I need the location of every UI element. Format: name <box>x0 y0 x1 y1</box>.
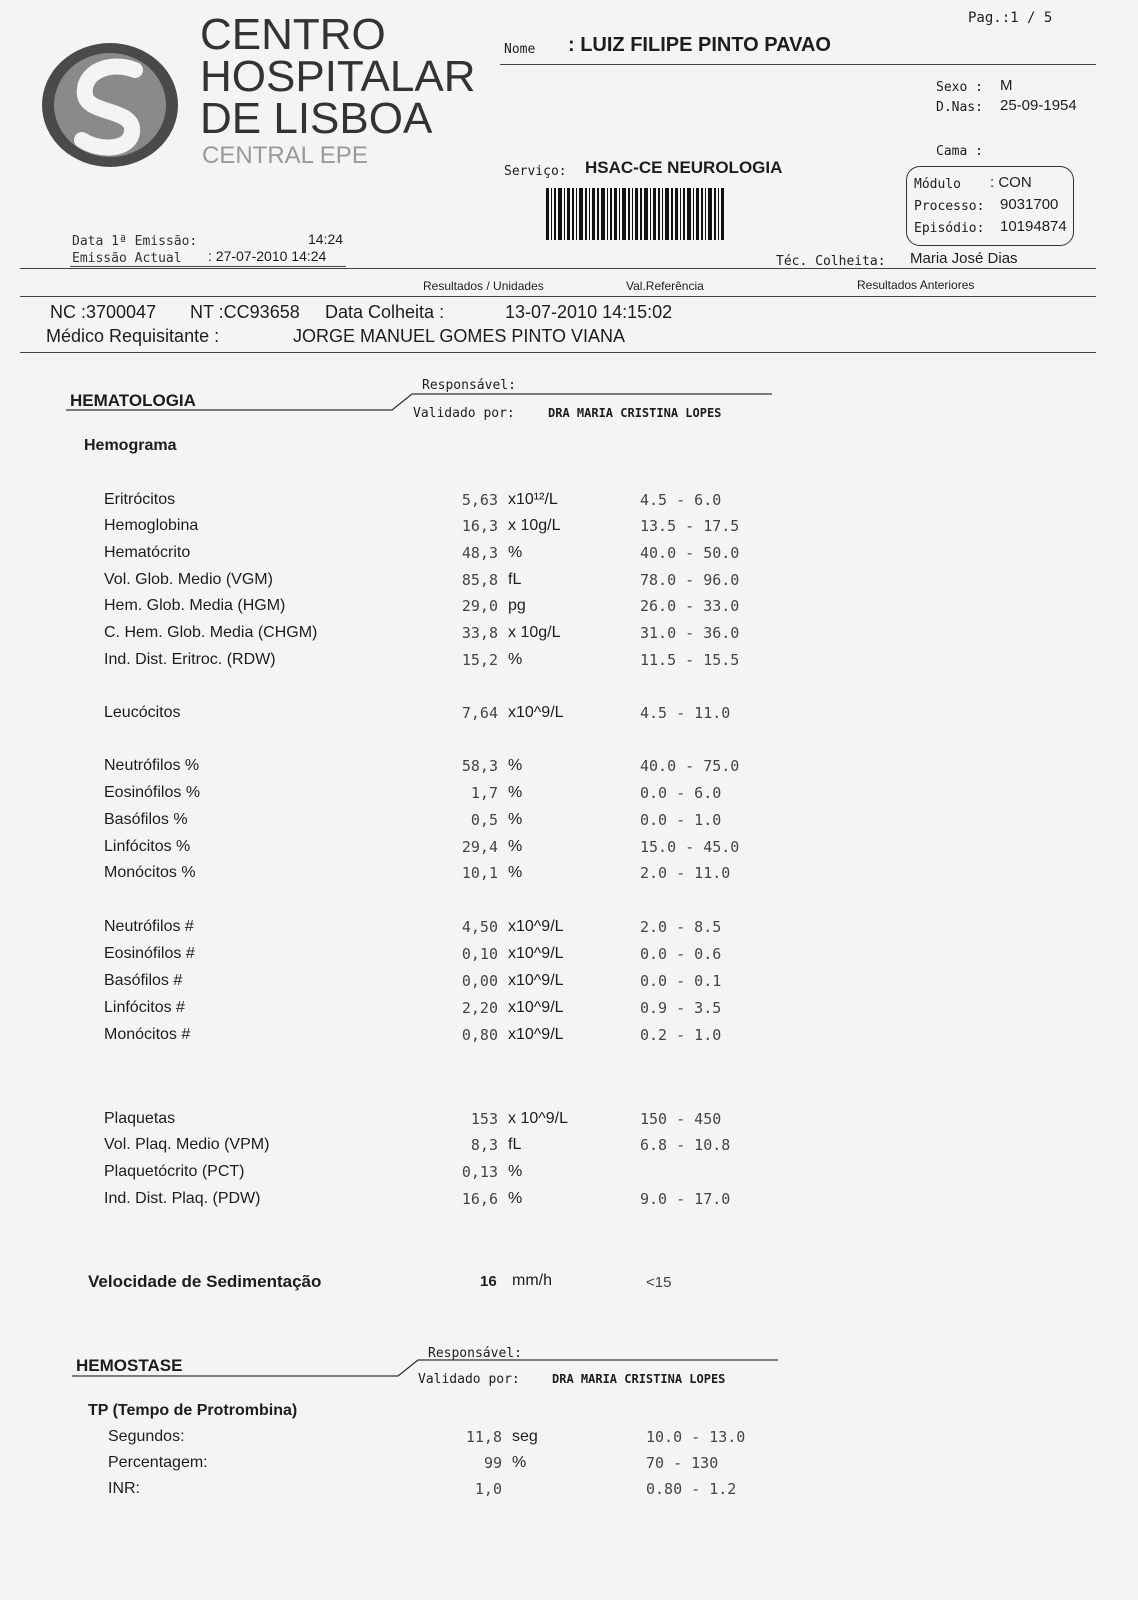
test-unit: x10^9/L <box>508 945 564 962</box>
test-unit: % <box>512 1454 527 1471</box>
test-unit: % <box>508 1163 523 1180</box>
test-name: Ind. Dist. Eritroc. (RDW) <box>104 651 276 668</box>
nt-number: NT :CC93658 <box>190 302 300 322</box>
result-row <box>0 945 1138 971</box>
hospital-name-line2: HOSPITALAR <box>200 52 476 101</box>
test-reference: 2.0 - 8.5 <box>640 918 722 936</box>
test-name: Eosinófilos # <box>104 945 195 962</box>
name-label: Nome <box>504 42 536 57</box>
test-name: Plaquetas <box>104 1110 176 1127</box>
test-value: 16,6 <box>461 1190 498 1208</box>
test-value: 10,1 <box>461 864 498 882</box>
test-reference: 6.8 - 10.8 <box>640 1136 731 1154</box>
column-header-results: Resultados / Unidades <box>423 279 544 293</box>
test-name: Segundos: <box>108 1428 185 1445</box>
test-name: Monócitos % <box>104 864 196 881</box>
test-name: Eosinófilos % <box>104 784 201 801</box>
vs-unit: mm/h <box>512 1272 552 1289</box>
test-unit: x 10g/L <box>508 517 561 534</box>
result-row <box>0 1026 1138 1052</box>
test-reference: 0.9 - 3.5 <box>640 999 722 1017</box>
test-unit: x10^9/L <box>508 972 564 989</box>
test-unit: x10^9/L <box>508 918 564 935</box>
processo-value: 9031700 <box>1000 196 1059 213</box>
validado-doctor: DRA MARIA CRISTINA LOPES <box>552 1372 726 1386</box>
test-reference: 0.0 - 1.0 <box>640 811 722 829</box>
modulo-value: : CON <box>990 174 1032 191</box>
result-row <box>0 1110 1138 1136</box>
test-value: 15,2 <box>461 651 498 669</box>
data-colheita-label: Data Colheita : <box>325 302 445 322</box>
test-unit: % <box>508 757 523 774</box>
test-value: 7,64 <box>461 704 498 722</box>
test-name: Eritrócitos <box>104 491 176 508</box>
test-name: Leucócitos <box>104 704 181 721</box>
result-row <box>0 1190 1138 1216</box>
test-unit: fL <box>508 1136 522 1153</box>
test-name: Basófilos % <box>104 811 188 828</box>
test-name: Neutrófilos % <box>104 757 200 774</box>
test-name: Ind. Dist. Plaq. (PDW) <box>104 1190 261 1207</box>
servico-value: HSAC-CE NEUROLOGIA <box>585 158 783 177</box>
episodio-label: Episódio: <box>914 221 985 236</box>
test-name: C. Hem. Glob. Media (CHGM) <box>104 624 318 641</box>
test-name: Hem. Glob. Media (HGM) <box>104 597 286 614</box>
result-row <box>0 757 1138 783</box>
result-row <box>0 1136 1138 1162</box>
result-row <box>0 651 1138 677</box>
test-reference: 40.0 - 50.0 <box>640 544 740 562</box>
test-reference: 40.0 - 75.0 <box>640 757 740 775</box>
dnas-value: 25-09-1954 <box>1000 97 1077 114</box>
tec-colheita-value: Maria José Dias <box>910 250 1018 267</box>
test-name: Hematócrito <box>104 544 191 561</box>
test-reference: 150 - 450 <box>640 1110 722 1128</box>
result-row <box>0 624 1138 650</box>
test-unit: x 10^9/L <box>508 1110 568 1127</box>
result-row <box>0 1480 1138 1506</box>
test-reference: 11.5 - 15.5 <box>640 651 740 669</box>
vs-reference: <15 <box>646 1274 672 1291</box>
result-row <box>0 1428 1138 1454</box>
responsavel-label: Responsável: <box>422 378 516 393</box>
vs-label: Velocidade de Sedimentação <box>88 1272 322 1291</box>
sexo-label: Sexo : <box>936 80 983 95</box>
sexo-value: M <box>1000 77 1013 94</box>
result-row <box>0 838 1138 864</box>
test-name: Linfócitos % <box>104 838 191 855</box>
test-unit: x10^9/L <box>508 704 564 721</box>
result-row <box>0 597 1138 623</box>
test-reference: 0.80 - 1.2 <box>646 1480 737 1498</box>
test-unit: x10¹²/L <box>508 491 558 508</box>
test-value: 5,63 <box>461 491 498 509</box>
test-reference: 13.5 - 17.5 <box>640 517 740 535</box>
test-name: Monócitos # <box>104 1026 191 1043</box>
test-name: Vol. Glob. Medio (VGM) <box>104 571 273 588</box>
test-name: Plaquetócrito (PCT) <box>104 1163 245 1180</box>
test-unit: % <box>508 784 523 801</box>
tec-colheita-label: Téc. Colheita: <box>776 254 886 269</box>
test-name: Basófilos # <box>104 972 183 989</box>
test-value: 2,20 <box>461 999 498 1017</box>
hospital-name-line4: CENTRAL EPE <box>202 142 368 169</box>
column-header-previous: Resultados Anteriores <box>857 278 975 292</box>
test-name: Percentagem: <box>108 1454 208 1471</box>
result-row <box>0 972 1138 998</box>
result-row <box>0 1163 1138 1189</box>
result-row <box>0 1454 1138 1480</box>
result-row <box>0 999 1138 1025</box>
test-reference: 2.0 - 11.0 <box>640 864 731 882</box>
subsection-tp: TP (Tempo de Protrombina) <box>88 1402 298 1419</box>
responsavel-label: Responsável: <box>428 1346 522 1361</box>
test-value: 8,3 <box>470 1136 498 1154</box>
data-emissao-time: 14:24 <box>308 231 344 247</box>
modulo-label: Módulo <box>914 177 961 192</box>
test-value: 99 <box>483 1454 502 1472</box>
test-unit: fL <box>508 571 522 588</box>
test-unit: x 10g/L <box>508 624 561 641</box>
test-value: 4,50 <box>461 918 498 936</box>
validado-doctor: DRA MARIA CRISTINA LOPES <box>548 406 722 420</box>
test-reference: 4.5 - 6.0 <box>640 491 722 509</box>
test-value: 0,5 <box>470 811 498 829</box>
episodio-value: 10194874 <box>1000 218 1067 235</box>
section-title-hematologia: HEMATOLOGIA <box>70 391 196 410</box>
test-name: Linfócitos # <box>104 999 185 1016</box>
test-value: 0,10 <box>461 945 498 963</box>
test-value: 16,3 <box>461 517 498 535</box>
test-value: 0,80 <box>461 1026 498 1044</box>
test-unit: x10^9/L <box>508 1026 564 1043</box>
result-row <box>0 811 1138 837</box>
column-header-reference: Val.Referência <box>626 279 704 293</box>
result-row <box>0 918 1138 944</box>
test-reference: 4.5 - 11.0 <box>640 704 731 722</box>
result-row <box>0 491 1138 517</box>
test-unit: pg <box>508 597 526 614</box>
medico-label: Médico Requisitante : <box>46 326 220 346</box>
test-unit: % <box>508 864 523 881</box>
test-unit: % <box>508 651 523 668</box>
result-row <box>0 864 1138 890</box>
test-unit: % <box>508 811 523 828</box>
test-unit: % <box>508 544 523 561</box>
test-value: 85,8 <box>461 571 498 589</box>
test-reference: 26.0 - 33.0 <box>640 597 740 615</box>
test-reference: 78.0 - 96.0 <box>640 571 740 589</box>
test-reference: 0.0 - 6.0 <box>640 784 722 802</box>
test-name: Hemoglobina <box>104 517 199 534</box>
test-value: 58,3 <box>461 757 498 775</box>
test-reference: 70 - 130 <box>646 1454 719 1472</box>
test-value: 153 <box>470 1110 498 1128</box>
test-value: 1,0 <box>474 1480 502 1498</box>
section-title-hemostase: HEMOSTASE <box>76 1356 183 1375</box>
test-value: 33,8 <box>461 624 498 642</box>
data-colheita-value: 13-07-2010 14:15:02 <box>505 302 673 322</box>
test-name: INR: <box>108 1480 140 1497</box>
test-name: Neutrófilos # <box>104 918 194 935</box>
test-unit: % <box>508 1190 523 1207</box>
test-value: 48,3 <box>461 544 498 562</box>
result-row <box>0 704 1138 730</box>
data-emissao-label: Data 1ª Emissão: <box>72 234 198 249</box>
processo-label: Processo: <box>914 199 985 214</box>
result-row <box>0 544 1138 570</box>
test-reference: 0.0 - 0.1 <box>640 972 722 990</box>
test-name: Vol. Plaq. Medio (VPM) <box>104 1136 270 1153</box>
servico-label: Serviço: <box>504 164 567 179</box>
test-value: 29,0 <box>461 597 498 615</box>
vs-value: 16 <box>480 1273 497 1290</box>
test-reference: 15.0 - 45.0 <box>640 838 740 856</box>
test-unit: seg <box>512 1428 538 1445</box>
test-value: 1,7 <box>470 784 498 802</box>
hospital-name-line3: DE LISBOA <box>200 94 433 143</box>
test-value: 11,8 <box>465 1428 502 1446</box>
test-unit: x10^9/L <box>508 999 564 1016</box>
emissao-actual-label: Emissão Actual <box>72 251 182 266</box>
test-reference: 10.0 - 13.0 <box>646 1428 746 1446</box>
emissao-actual-value: : 27-07-2010 14:24 <box>208 248 327 264</box>
test-unit: % <box>508 838 523 855</box>
result-row <box>0 517 1138 543</box>
medico-value: JORGE MANUEL GOMES PINTO VIANA <box>293 326 626 346</box>
nc-number: NC :3700047 <box>50 302 157 322</box>
result-row <box>0 571 1138 597</box>
test-value: 29,4 <box>461 838 498 856</box>
hospital-logo-icon <box>40 40 180 170</box>
test-reference: 0.2 - 1.0 <box>640 1026 722 1044</box>
result-row <box>0 784 1138 810</box>
test-value: 0,13 <box>461 1163 498 1181</box>
validado-label: Validado por: <box>413 406 515 421</box>
dnas-label: D.Nas: <box>936 100 983 115</box>
test-reference: 9.0 - 17.0 <box>640 1190 731 1208</box>
test-reference: 31.0 - 36.0 <box>640 624 740 642</box>
test-reference: 0.0 - 0.6 <box>640 945 722 963</box>
validado-label: Validado por: <box>418 1372 520 1387</box>
patient-name: : LUIZ FILIPE PINTO PAVAO <box>568 34 831 56</box>
barcode-icon <box>546 188 724 240</box>
page-number: Pag.:1 / 5 <box>968 10 1053 26</box>
hospital-name-line1: CENTRO <box>200 10 386 59</box>
subsection-hemograma: Hemograma <box>84 437 177 454</box>
test-value: 0,00 <box>461 972 498 990</box>
cama-label: Cama : <box>936 144 983 159</box>
